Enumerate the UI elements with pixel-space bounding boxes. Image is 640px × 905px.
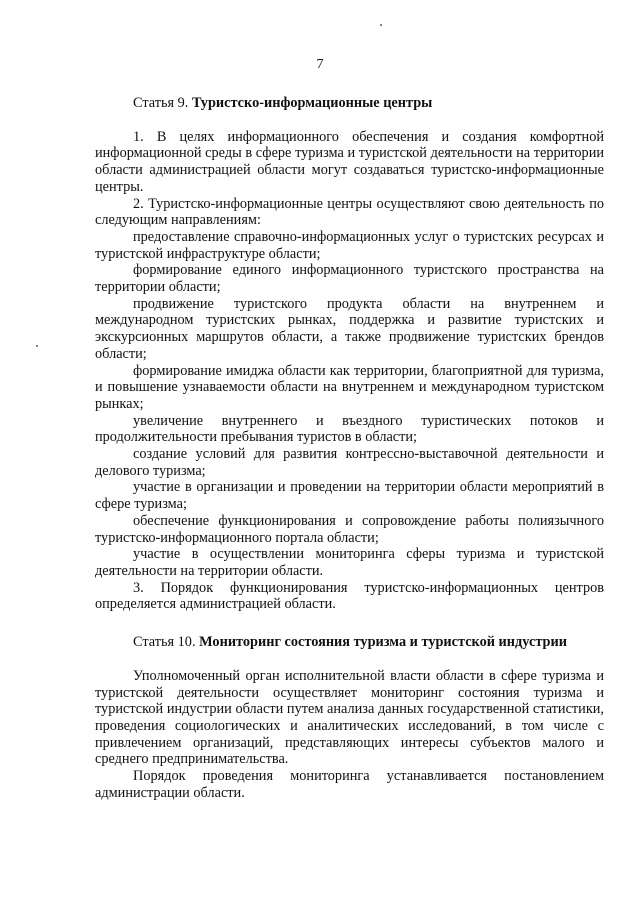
article-10-paragraph-1: Уполномоченный орган исполнительной власти области в сфере туризма и туристской деятельности осуществляет мониторинг состояния туризма и туристской индустрии области путем анализа данных государственной статистики, проведения социологических и аналитических исследований, в том числе с привлечением организаций, представляющих интересы субъектов малого и среднего предпринимательства. — [95, 667, 604, 768]
article-9-list-item: участие в организации и проведении на территории области мероприятий в сфере туризма; — [95, 479, 604, 513]
article-9-heading — [95, 95, 604, 112]
article-9-title: Туристско-информационные центры — [191, 95, 433, 111]
article-9-list-item: обеспечение функционирования и сопровождение работы полиязычного туристско-информационного портала области; — [95, 512, 604, 546]
article-9-paragraph-2: 2. Туристско-информационные центры осуществляют свою деятельность по следующим направлениям: — [95, 195, 604, 229]
article-9-list-item: увеличение внутреннего и въездного туристических потоков и продолжительности пребывания туристов в области; — [95, 412, 604, 446]
article-10-title: Мониторинг состояния туризма и туристской индустрии — [199, 634, 567, 651]
scan-speck — [36, 345, 38, 347]
article-9-list-item: продвижение туристского продукта области на внутреннем и международном туристских рынках, поддержка и развитие туристских и экскурсионных маршрутов области, а также продвижение туристских брендов области; — [95, 295, 604, 362]
article-10-heading — [95, 634, 604, 651]
article-9-list-item: формирование единого информационного туристского пространства на территории области; — [95, 262, 604, 296]
article-9-label: Статья 9. — [133, 95, 189, 111]
page-number: 7 — [316, 57, 324, 72]
article-10-label: Статья 10. — [133, 634, 196, 651]
scan-speck — [380, 24, 382, 26]
article-9-list-item: участие в осуществлении мониторинга сферы туризма и туристской деятельности на территории области. — [95, 546, 604, 579]
article-9-paragraph-1: 1. В целях информационного обеспечения и создания комфортной информационной среды в сфере туризма и туристской деятельности на территории области администрацией области могут создаваться туристско-информационные центры. — [95, 128, 604, 195]
article-10-paragraph-2: Порядок проведения мониторинга устанавливается постановлением администрации области. — [95, 768, 604, 801]
article-9-paragraph-3: 3. Порядок функционирования туристско-информационных центров определяется администрацией области. — [95, 579, 604, 613]
article-9-list-item: предоставление справочно-информационных услуг о туристских ресурсах и туристской инфраструктуре области; — [95, 228, 604, 262]
document-body — [95, 95, 604, 801]
article-9-list-item: создание условий для развития контрессно-выставочной деятельности и делового туризма; — [95, 446, 604, 479]
article-9-list-item: формирование имиджа области как территории, благоприятной для туризма, и повышение узнаваемости области на внутреннем и международном туристском рынках; — [95, 362, 604, 412]
